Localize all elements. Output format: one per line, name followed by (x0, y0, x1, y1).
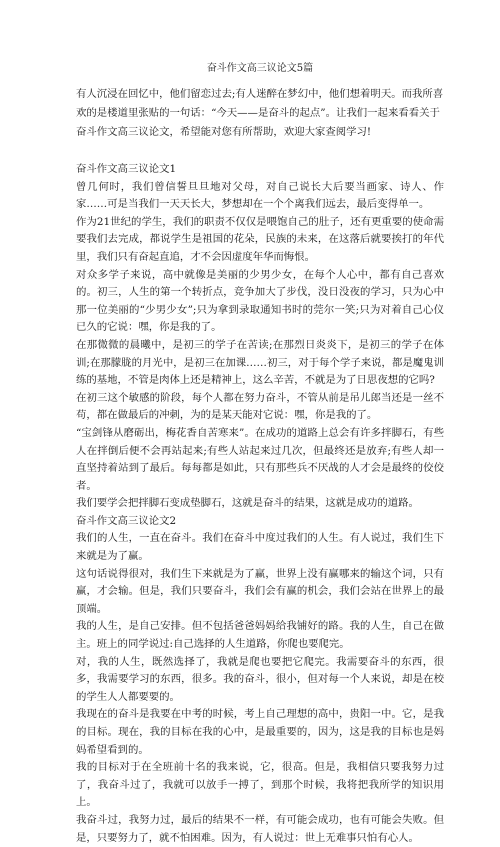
paragraph: “宝剑锋从磨砺出，梅花香自苦寒来”。在成功的道路上总会有许多拌脚石，有些人在拌倒后便不会再站起来;有些人站起来过几次，但最终还是放弃;有些人却一直坚持着站到了最后。每每都是如此，只有那些兵不厌战的人才会是最终的佼佼者。 (76, 426, 444, 492)
intro-text: 有人沉浸在回忆中，他们留恋过去;有人迷醉在梦幻中，他们想着明天。而我所喜欢的是楼道里张贴的一句话：“今天——是奋斗的起点”。让我们一起来看看关于奋斗作文高三议论文，希望能对您有所帮助，欢迎大家查阅学习! (76, 88, 444, 138)
paragraph: 我奋斗过，我努力过，最后的结果不一样，有可能会成功，也有可能会失败。但是，只要努力了，就不怕困难。因为，有人说过：世上无难事只怕有心人。 (76, 813, 444, 844)
section-heading: 奋斗作文高三议论文2 (76, 514, 177, 527)
paragraph: 对众多学子来说，高中就像是美丽的少男少女，在每个人心中，都有自己喜欢的。初三，人生的第一个转折点，竞争加大了步伐，没日没夜的学习，只为心中那一位美丽的“少男少女”;只为拿到录取通知书时的莞尔一笑;只为对着自己心仪已久的它说：嘿，你是我的了。 (76, 268, 444, 334)
section-2 (76, 513, 444, 847)
document-body (76, 161, 444, 847)
section-spacer (76, 142, 444, 161)
document-title: 奋斗作文高三议论文5篇 (206, 63, 314, 74)
paragraph: 这句话说得很对，我们生下来就是为了赢，世界上没有赢哪来的输这个词，只有赢，才会输。但是，我们只要奋斗，我们会有赢的机会，我们会站在世界上的最顶端。 (76, 567, 444, 615)
paragraph: 在初三这个敏感的阶段，每个人都在努力奋斗，不管从前是吊儿郎当还是一丝不苟，都在做最后的冲刺，为的是某天能对它说：嘿，你是我的了。 (76, 391, 444, 422)
paragraph: 我现在的奋斗是我要在中考的时候，考上自己理想的高中，贵阳一中。它，是我的目标。现在，我的目标在我的心中，是最重要的，因为，这是我的目标也是妈妈希望看到的。 (76, 708, 444, 756)
paragraph: 我的人生，是自己安排。但不包括爸爸妈妈给我铺好的路。我的人生，自己在做主。班上的同学说过:自己选择的人生道路，你爬也要爬完。 (76, 620, 444, 651)
paragraph: 曾几何时，我们曾信誓旦旦地对父母，对自己说长大后要当画家、诗人、作家……可是当我们一天天长大，梦想却在一个个离我们远去，最后变得单一。 (76, 180, 444, 211)
paragraph: 对，我的人生，既然选择了，我就是爬也要把它爬完。我需要奋斗的东西，很多，我需要学习的东西，很多。我的奋斗，很小，但对每一个人来说，却是在校的学生人人都要要的。 (76, 655, 444, 703)
paragraph: 我们要学会把拌脚石变成垫脚石，这就是奋斗的结果，这就是成功的道路。 (76, 497, 419, 510)
intro-paragraph (76, 85, 444, 142)
section-1 (76, 161, 444, 513)
paragraph: 我的目标对于在全班前十名的我来说，它，很高。但是，我相信只要我努力过了，我奋斗过了，我就可以放手一搏了，到那个时候，我将把我所学的知识用上。 (76, 761, 444, 809)
paragraph: 作为21世纪的学生，我们的职责不仅仅是喂饱自己的肚子，还有更重要的使命需要我们去完成，都说学生是祖国的花朵，民族的未来，在这落后就要挨打的年代里，我们只有奋起直追，才不会因虚度年华而悔恨。 (76, 215, 444, 263)
section-heading: 奋斗作文高三议论文1 (76, 163, 177, 175)
paragraph: 我们的人生，一直在奋斗。我们在奋斗中度过我们的人生。有人说过，我们生下来就是为了赢。 (76, 532, 444, 563)
paragraph: 在那微微的晨曦中，是初三的学子在苦读;在那烈日炎炎下，是初三的学子在体训;在那朦胧的月光中，是初三在加课……初三，对于每个学子来说，都是魔鬼训练的基地，不管是肉体上还是精神上，这么辛苦，不就是为了日思夜想的它吗? (76, 338, 444, 387)
